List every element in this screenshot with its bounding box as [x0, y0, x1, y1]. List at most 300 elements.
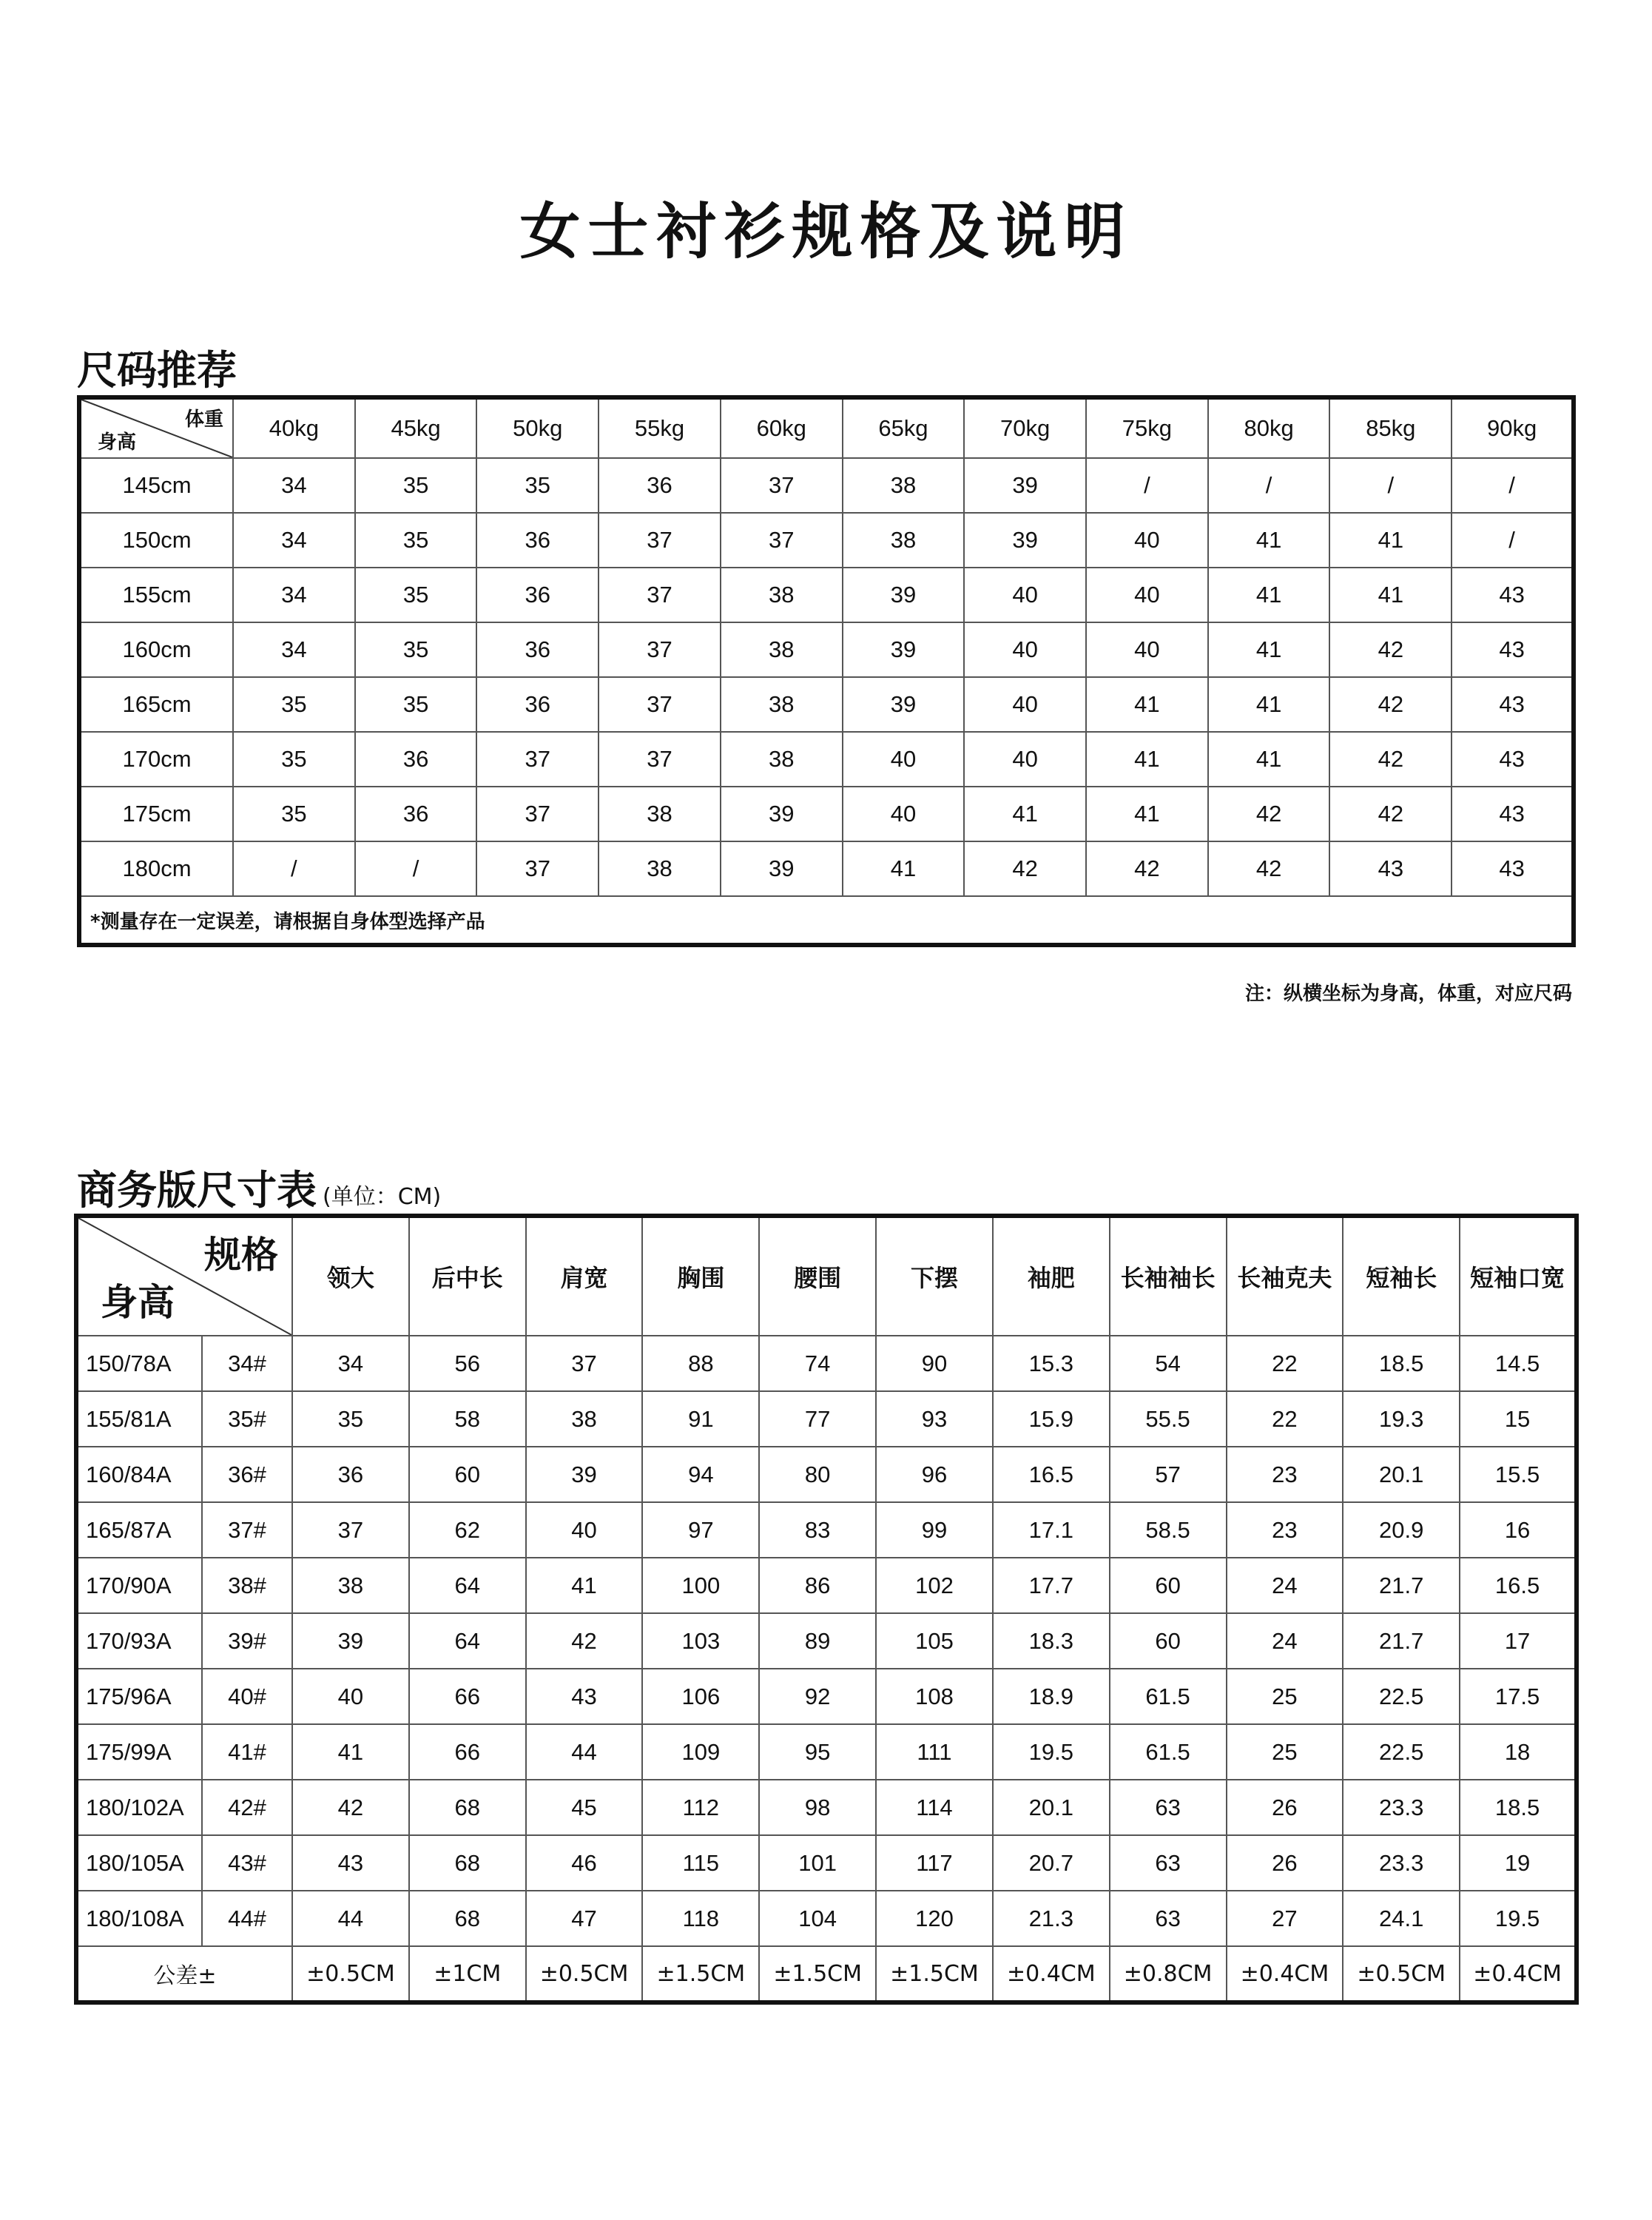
weight-header: 55kg — [599, 397, 721, 458]
size-cell: 38 — [721, 568, 843, 622]
measure-cell: 94 — [642, 1447, 759, 1502]
measure-cell: 24 — [1227, 1613, 1343, 1669]
table-row — [76, 1391, 1577, 1447]
measure-cell: 108 — [876, 1669, 993, 1724]
tolerance-cell: ±1.5CM — [642, 1946, 759, 2002]
measure-cell: 91 — [642, 1391, 759, 1447]
size-cell: 41 — [1208, 732, 1330, 787]
measure-cell: 106 — [642, 1669, 759, 1724]
size-cell: 43 — [1452, 841, 1574, 896]
measure-cell: 102 — [876, 1558, 993, 1613]
size-cell: 40 — [964, 732, 1086, 787]
measure-cell: 80 — [759, 1447, 876, 1502]
column-header: 短袖长 — [1343, 1216, 1460, 1336]
measure-cell: 35 — [292, 1391, 409, 1447]
measure-cell: 15 — [1460, 1391, 1577, 1447]
measure-cell: 63 — [1110, 1835, 1227, 1891]
corner-height-label: 身高 — [101, 1281, 175, 1324]
size-cell: 35 — [233, 787, 355, 841]
size-label: 39# — [202, 1613, 292, 1669]
size-recommend-table — [77, 395, 1576, 947]
measure-cell: 58 — [409, 1391, 526, 1447]
measure-cell: 17.1 — [993, 1502, 1110, 1558]
column-header: 后中长 — [409, 1216, 526, 1336]
size-cell: 39 — [964, 513, 1086, 568]
size-cell: 39 — [843, 677, 965, 732]
measure-cell: 54 — [1110, 1336, 1227, 1391]
size-cell: 35 — [476, 458, 599, 513]
measure-cell: 68 — [409, 1780, 526, 1835]
table-row — [76, 1724, 1577, 1780]
measure-cell: 24 — [1227, 1558, 1343, 1613]
height-label: 155cm — [79, 568, 233, 622]
measure-cell: 43 — [292, 1835, 409, 1891]
height-label: 175cm — [79, 787, 233, 841]
size-cell: 36 — [476, 622, 599, 677]
corner-spec-label: 规格 — [204, 1234, 278, 1276]
size-cell: 42 — [1329, 622, 1452, 677]
measure-cell: 22 — [1227, 1391, 1343, 1447]
measure-cell: 18.9 — [993, 1669, 1110, 1724]
measure-cell: 43 — [526, 1669, 643, 1724]
size-cell: 41 — [1086, 677, 1208, 732]
tolerance-row — [76, 1946, 1577, 2002]
size-cell: 43 — [1452, 732, 1574, 787]
measure-cell: 41 — [526, 1558, 643, 1613]
measure-cell: 44 — [292, 1891, 409, 1946]
weight-header: 90kg — [1452, 397, 1574, 458]
weight-header: 65kg — [843, 397, 965, 458]
measure-cell: 15.9 — [993, 1391, 1110, 1447]
size-cell: 34 — [233, 458, 355, 513]
tolerance-cell: ±0.5CM — [526, 1946, 643, 2002]
size-cell: 39 — [721, 787, 843, 841]
size-cell: 41 — [1208, 677, 1330, 732]
height-label: 170cm — [79, 732, 233, 787]
measure-cell: 62 — [409, 1502, 526, 1558]
size-label: 34# — [202, 1336, 292, 1391]
measure-cell: 92 — [759, 1669, 876, 1724]
measure-cell: 115 — [642, 1835, 759, 1891]
height-label: 145cm — [79, 458, 233, 513]
measure-cell: 61.5 — [1110, 1724, 1227, 1780]
measure-cell: 27 — [1227, 1891, 1343, 1946]
size-cell: 41 — [1086, 787, 1208, 841]
size-cell: 35 — [355, 622, 477, 677]
tolerance-cell: ±1.5CM — [876, 1946, 993, 2002]
measure-cell: 37 — [292, 1502, 409, 1558]
size-cell: 35 — [233, 732, 355, 787]
size-cell: 42 — [1329, 732, 1452, 787]
measure-cell: 83 — [759, 1502, 876, 1558]
size-cell: 35 — [233, 677, 355, 732]
table-row — [76, 1669, 1577, 1724]
column-header: 下摆 — [876, 1216, 993, 1336]
size-cell: 42 — [1208, 787, 1330, 841]
tolerance-cell: ±1CM — [409, 1946, 526, 2002]
measure-cell: 19 — [1460, 1835, 1577, 1891]
size-cell: 40 — [843, 787, 965, 841]
size-cell: 34 — [233, 513, 355, 568]
tolerance-cell: ±0.5CM — [292, 1946, 409, 2002]
size-recommend-heading-text: 尺码推荐 — [77, 347, 237, 394]
size-cell: 37 — [476, 841, 599, 896]
size-label: 43# — [202, 1835, 292, 1891]
size-cell: 39 — [843, 568, 965, 622]
measure-cell: 36 — [292, 1447, 409, 1502]
measure-cell: 66 — [409, 1724, 526, 1780]
size-cell: / — [1208, 458, 1330, 513]
measure-cell: 96 — [876, 1447, 993, 1502]
measure-cell: 104 — [759, 1891, 876, 1946]
measure-cell: 38 — [292, 1558, 409, 1613]
size-cell: 40 — [1086, 568, 1208, 622]
measure-cell: 40 — [292, 1669, 409, 1724]
measure-cell: 97 — [642, 1502, 759, 1558]
measure-cell: 15.3 — [993, 1336, 1110, 1391]
size-cell: / — [355, 841, 477, 896]
spec-label: 160/84A — [76, 1447, 202, 1502]
measure-cell: 17 — [1460, 1613, 1577, 1669]
size-cell: 42 — [1208, 841, 1330, 896]
size-cell: 38 — [599, 787, 721, 841]
size-cell: 42 — [1086, 841, 1208, 896]
column-header: 短袖口宽 — [1460, 1216, 1577, 1336]
table-header-row — [76, 1216, 1577, 1336]
weight-header: 60kg — [721, 397, 843, 458]
measure-cell: 45 — [526, 1780, 643, 1835]
measure-cell: 98 — [759, 1780, 876, 1835]
size-cell: / — [1452, 458, 1574, 513]
size-cell: 41 — [1329, 513, 1452, 568]
spec-label: 170/93A — [76, 1613, 202, 1669]
spec-label: 175/96A — [76, 1669, 202, 1724]
measure-cell: 58.5 — [1110, 1502, 1227, 1558]
column-header: 胸围 — [642, 1216, 759, 1336]
measure-cell: 60 — [1110, 1558, 1227, 1613]
measure-cell: 15.5 — [1460, 1447, 1577, 1502]
size-cell: 37 — [476, 787, 599, 841]
size-cell: 40 — [1086, 622, 1208, 677]
size-cell: 40 — [964, 677, 1086, 732]
table-row — [76, 1835, 1577, 1891]
size-cell: 34 — [233, 622, 355, 677]
size-cell: 40 — [964, 622, 1086, 677]
measure-cell: 26 — [1227, 1780, 1343, 1835]
table-row — [79, 622, 1574, 677]
measure-cell: 100 — [642, 1558, 759, 1613]
size-cell: 41 — [1208, 568, 1330, 622]
spec-label: 165/87A — [76, 1502, 202, 1558]
measure-cell: 19.5 — [1460, 1891, 1577, 1946]
spec-label: 150/78A — [76, 1336, 202, 1391]
size-cell: 39 — [843, 622, 965, 677]
height-label: 150cm — [79, 513, 233, 568]
measure-cell: 64 — [409, 1558, 526, 1613]
tolerance-label: 公差± — [76, 1946, 292, 2002]
size-cell: 37 — [599, 622, 721, 677]
size-cell: 42 — [1329, 787, 1452, 841]
size-cell: / — [1329, 458, 1452, 513]
size-cell: 41 — [1086, 732, 1208, 787]
measure-cell: 26 — [1227, 1835, 1343, 1891]
measure-cell: 19.3 — [1343, 1391, 1460, 1447]
measure-cell: 112 — [642, 1780, 759, 1835]
measure-cell: 44 — [526, 1724, 643, 1780]
table-row — [76, 1891, 1577, 1946]
measure-cell: 41 — [292, 1724, 409, 1780]
weight-header: 80kg — [1208, 397, 1330, 458]
size-cell: / — [1086, 458, 1208, 513]
size-cell: 36 — [476, 513, 599, 568]
measure-cell: 22 — [1227, 1336, 1343, 1391]
table-row — [76, 1558, 1577, 1613]
size-cell: 34 — [233, 568, 355, 622]
measure-cell: 34 — [292, 1336, 409, 1391]
table-row — [79, 841, 1574, 896]
measure-cell: 38 — [526, 1391, 643, 1447]
measure-cell: 17.5 — [1460, 1669, 1577, 1724]
tolerance-cell: ±0.8CM — [1110, 1946, 1227, 2002]
size-cell: 40 — [1086, 513, 1208, 568]
table-row — [76, 1613, 1577, 1669]
measure-cell: 37 — [526, 1336, 643, 1391]
size-cell: 36 — [476, 568, 599, 622]
size-cell: 38 — [843, 513, 965, 568]
measure-cell: 86 — [759, 1558, 876, 1613]
measure-cell: 105 — [876, 1613, 993, 1669]
tolerance-cell: ±0.4CM — [993, 1946, 1110, 2002]
size-cell: 37 — [476, 732, 599, 787]
size-cell: 37 — [599, 677, 721, 732]
size-cell: 36 — [599, 458, 721, 513]
measure-cell: 39 — [292, 1613, 409, 1669]
measure-cell: 88 — [642, 1336, 759, 1391]
weight-header: 45kg — [355, 397, 477, 458]
size-cell: 43 — [1452, 568, 1574, 622]
height-label: 160cm — [79, 622, 233, 677]
size-cell: 42 — [1329, 677, 1452, 732]
measure-cell: 64 — [409, 1613, 526, 1669]
measure-cell: 18 — [1460, 1724, 1577, 1780]
measure-cell: 25 — [1227, 1724, 1343, 1780]
size-label: 42# — [202, 1780, 292, 1835]
measure-cell: 68 — [409, 1891, 526, 1946]
size-label: 40# — [202, 1669, 292, 1724]
corner-weight-label: 体重 — [184, 408, 223, 431]
size-cell: 40 — [843, 732, 965, 787]
footnote-row — [79, 896, 1574, 945]
measure-cell: 89 — [759, 1613, 876, 1669]
column-header: 领大 — [292, 1216, 409, 1336]
measure-cell: 16.5 — [993, 1447, 1110, 1502]
footnote: *测量存在一定误差，请根据自身体型选择产品 — [79, 896, 1574, 945]
measure-cell: 25 — [1227, 1669, 1343, 1724]
measure-cell: 74 — [759, 1336, 876, 1391]
unit-label: (单位：CM) — [323, 1184, 442, 1210]
spec-label: 180/102A — [76, 1780, 202, 1835]
size-label: 37# — [202, 1502, 292, 1558]
size-cell: 38 — [721, 677, 843, 732]
measure-cell: 42 — [526, 1613, 643, 1669]
size-cell: 37 — [599, 568, 721, 622]
measure-cell: 114 — [876, 1780, 993, 1835]
measure-cell: 118 — [642, 1891, 759, 1946]
measure-cell: 68 — [409, 1835, 526, 1891]
size-cell: 37 — [721, 513, 843, 568]
column-header: 长袖克夫 — [1227, 1216, 1343, 1336]
size-cell: 41 — [1208, 513, 1330, 568]
size-cell: 38 — [599, 841, 721, 896]
corner-cell — [76, 1216, 292, 1336]
measure-cell: 66 — [409, 1669, 526, 1724]
corner-height-label: 身高 — [98, 431, 137, 454]
measure-cell: 40 — [526, 1502, 643, 1558]
measure-cell: 39 — [526, 1447, 643, 1502]
size-table-heading — [77, 1159, 441, 1216]
table-row — [76, 1502, 1577, 1558]
measure-cell: 23 — [1227, 1502, 1343, 1558]
size-cell: 39 — [721, 841, 843, 896]
measure-cell: 22.5 — [1343, 1669, 1460, 1724]
business-size-table — [74, 1214, 1579, 2005]
measure-cell: 61.5 — [1110, 1669, 1227, 1724]
page-title: 女士衬衫规格及说明 — [519, 197, 1133, 267]
measure-cell: 103 — [642, 1613, 759, 1669]
column-header: 长袖袖长 — [1110, 1216, 1227, 1336]
measure-cell: 55.5 — [1110, 1391, 1227, 1447]
measure-cell: 120 — [876, 1891, 993, 1946]
tolerance-cell: ±0.4CM — [1460, 1946, 1577, 2002]
measure-cell: 21.3 — [993, 1891, 1110, 1946]
measure-cell: 24.1 — [1343, 1891, 1460, 1946]
size-label: 35# — [202, 1391, 292, 1447]
column-header: 肩宽 — [526, 1216, 643, 1336]
measure-cell: 19.5 — [993, 1724, 1110, 1780]
size-cell: / — [233, 841, 355, 896]
measure-cell: 18.5 — [1343, 1336, 1460, 1391]
measure-cell: 95 — [759, 1724, 876, 1780]
measure-cell: 18.3 — [993, 1613, 1110, 1669]
table-header-row — [79, 397, 1574, 458]
measure-cell: 99 — [876, 1502, 993, 1558]
size-cell: 37 — [599, 513, 721, 568]
measure-cell: 111 — [876, 1724, 993, 1780]
measure-cell: 63 — [1110, 1780, 1227, 1835]
size-cell: 35 — [355, 568, 477, 622]
size-cell: 36 — [355, 732, 477, 787]
measure-cell: 20.1 — [993, 1780, 1110, 1835]
size-cell: 38 — [721, 622, 843, 677]
table-row — [79, 568, 1574, 622]
size-label: 38# — [202, 1558, 292, 1613]
size-cell: 37 — [599, 732, 721, 787]
size-cell: 41 — [1208, 622, 1330, 677]
table-row — [79, 677, 1574, 732]
spec-label: 180/105A — [76, 1835, 202, 1891]
measure-cell: 63 — [1110, 1891, 1227, 1946]
spec-label: 175/99A — [76, 1724, 202, 1780]
measure-cell: 101 — [759, 1835, 876, 1891]
measure-cell: 109 — [642, 1724, 759, 1780]
table-row — [79, 732, 1574, 787]
measure-cell: 56 — [409, 1336, 526, 1391]
size-cell: 43 — [1452, 787, 1574, 841]
height-label: 180cm — [79, 841, 233, 896]
measure-cell: 20.9 — [1343, 1502, 1460, 1558]
size-cell: 36 — [476, 677, 599, 732]
measure-cell: 23.3 — [1343, 1780, 1460, 1835]
measure-cell: 117 — [876, 1835, 993, 1891]
measure-cell: 77 — [759, 1391, 876, 1447]
corner-cell — [79, 397, 233, 458]
measure-cell: 60 — [409, 1447, 526, 1502]
measure-cell: 93 — [876, 1391, 993, 1447]
size-cell: 38 — [843, 458, 965, 513]
tolerance-cell: ±0.4CM — [1227, 1946, 1343, 2002]
spec-label: 180/108A — [76, 1891, 202, 1946]
table-row — [79, 787, 1574, 841]
size-cell: 41 — [1329, 568, 1452, 622]
size-cell: 39 — [964, 458, 1086, 513]
weight-header: 40kg — [233, 397, 355, 458]
measure-cell: 23.3 — [1343, 1835, 1460, 1891]
weight-header: 75kg — [1086, 397, 1208, 458]
size-cell: 43 — [1452, 622, 1574, 677]
size-cell: 43 — [1452, 677, 1574, 732]
measure-cell: 16.5 — [1460, 1558, 1577, 1613]
size-recommend-heading — [77, 339, 237, 396]
measure-cell: 42 — [292, 1780, 409, 1835]
measure-cell: 21.7 — [1343, 1558, 1460, 1613]
measure-cell: 90 — [876, 1336, 993, 1391]
measure-cell: 16 — [1460, 1502, 1577, 1558]
height-label: 165cm — [79, 677, 233, 732]
weight-header: 50kg — [476, 397, 599, 458]
measure-cell: 60 — [1110, 1613, 1227, 1669]
column-header: 袖肥 — [993, 1216, 1110, 1336]
tolerance-cell: ±1.5CM — [759, 1946, 876, 2002]
measure-cell: 21.7 — [1343, 1613, 1460, 1669]
size-label: 44# — [202, 1891, 292, 1946]
axis-note: 注：纵横坐标为身高，体重，对应尺码 — [1244, 983, 1572, 1005]
table-row — [79, 458, 1574, 513]
size-cell: 35 — [355, 458, 477, 513]
spec-label: 170/90A — [76, 1558, 202, 1613]
size-label: 41# — [202, 1724, 292, 1780]
size-cell: 35 — [355, 513, 477, 568]
measure-cell: 46 — [526, 1835, 643, 1891]
measure-cell: 57 — [1110, 1447, 1227, 1502]
size-label: 36# — [202, 1447, 292, 1502]
size-cell: / — [1452, 513, 1574, 568]
spec-label: 155/81A — [76, 1391, 202, 1447]
weight-header: 70kg — [964, 397, 1086, 458]
size-cell: 36 — [355, 787, 477, 841]
size-cell: 41 — [843, 841, 965, 896]
measure-cell: 22.5 — [1343, 1724, 1460, 1780]
weight-header: 85kg — [1329, 397, 1452, 458]
size-cell: 35 — [355, 677, 477, 732]
measure-cell: 20.7 — [993, 1835, 1110, 1891]
table-row — [79, 513, 1574, 568]
size-cell: 38 — [721, 732, 843, 787]
size-cell: 41 — [964, 787, 1086, 841]
measure-cell: 47 — [526, 1891, 643, 1946]
measure-cell: 14.5 — [1460, 1336, 1577, 1391]
measure-cell: 23 — [1227, 1447, 1343, 1502]
tolerance-cell: ±0.5CM — [1343, 1946, 1460, 2002]
